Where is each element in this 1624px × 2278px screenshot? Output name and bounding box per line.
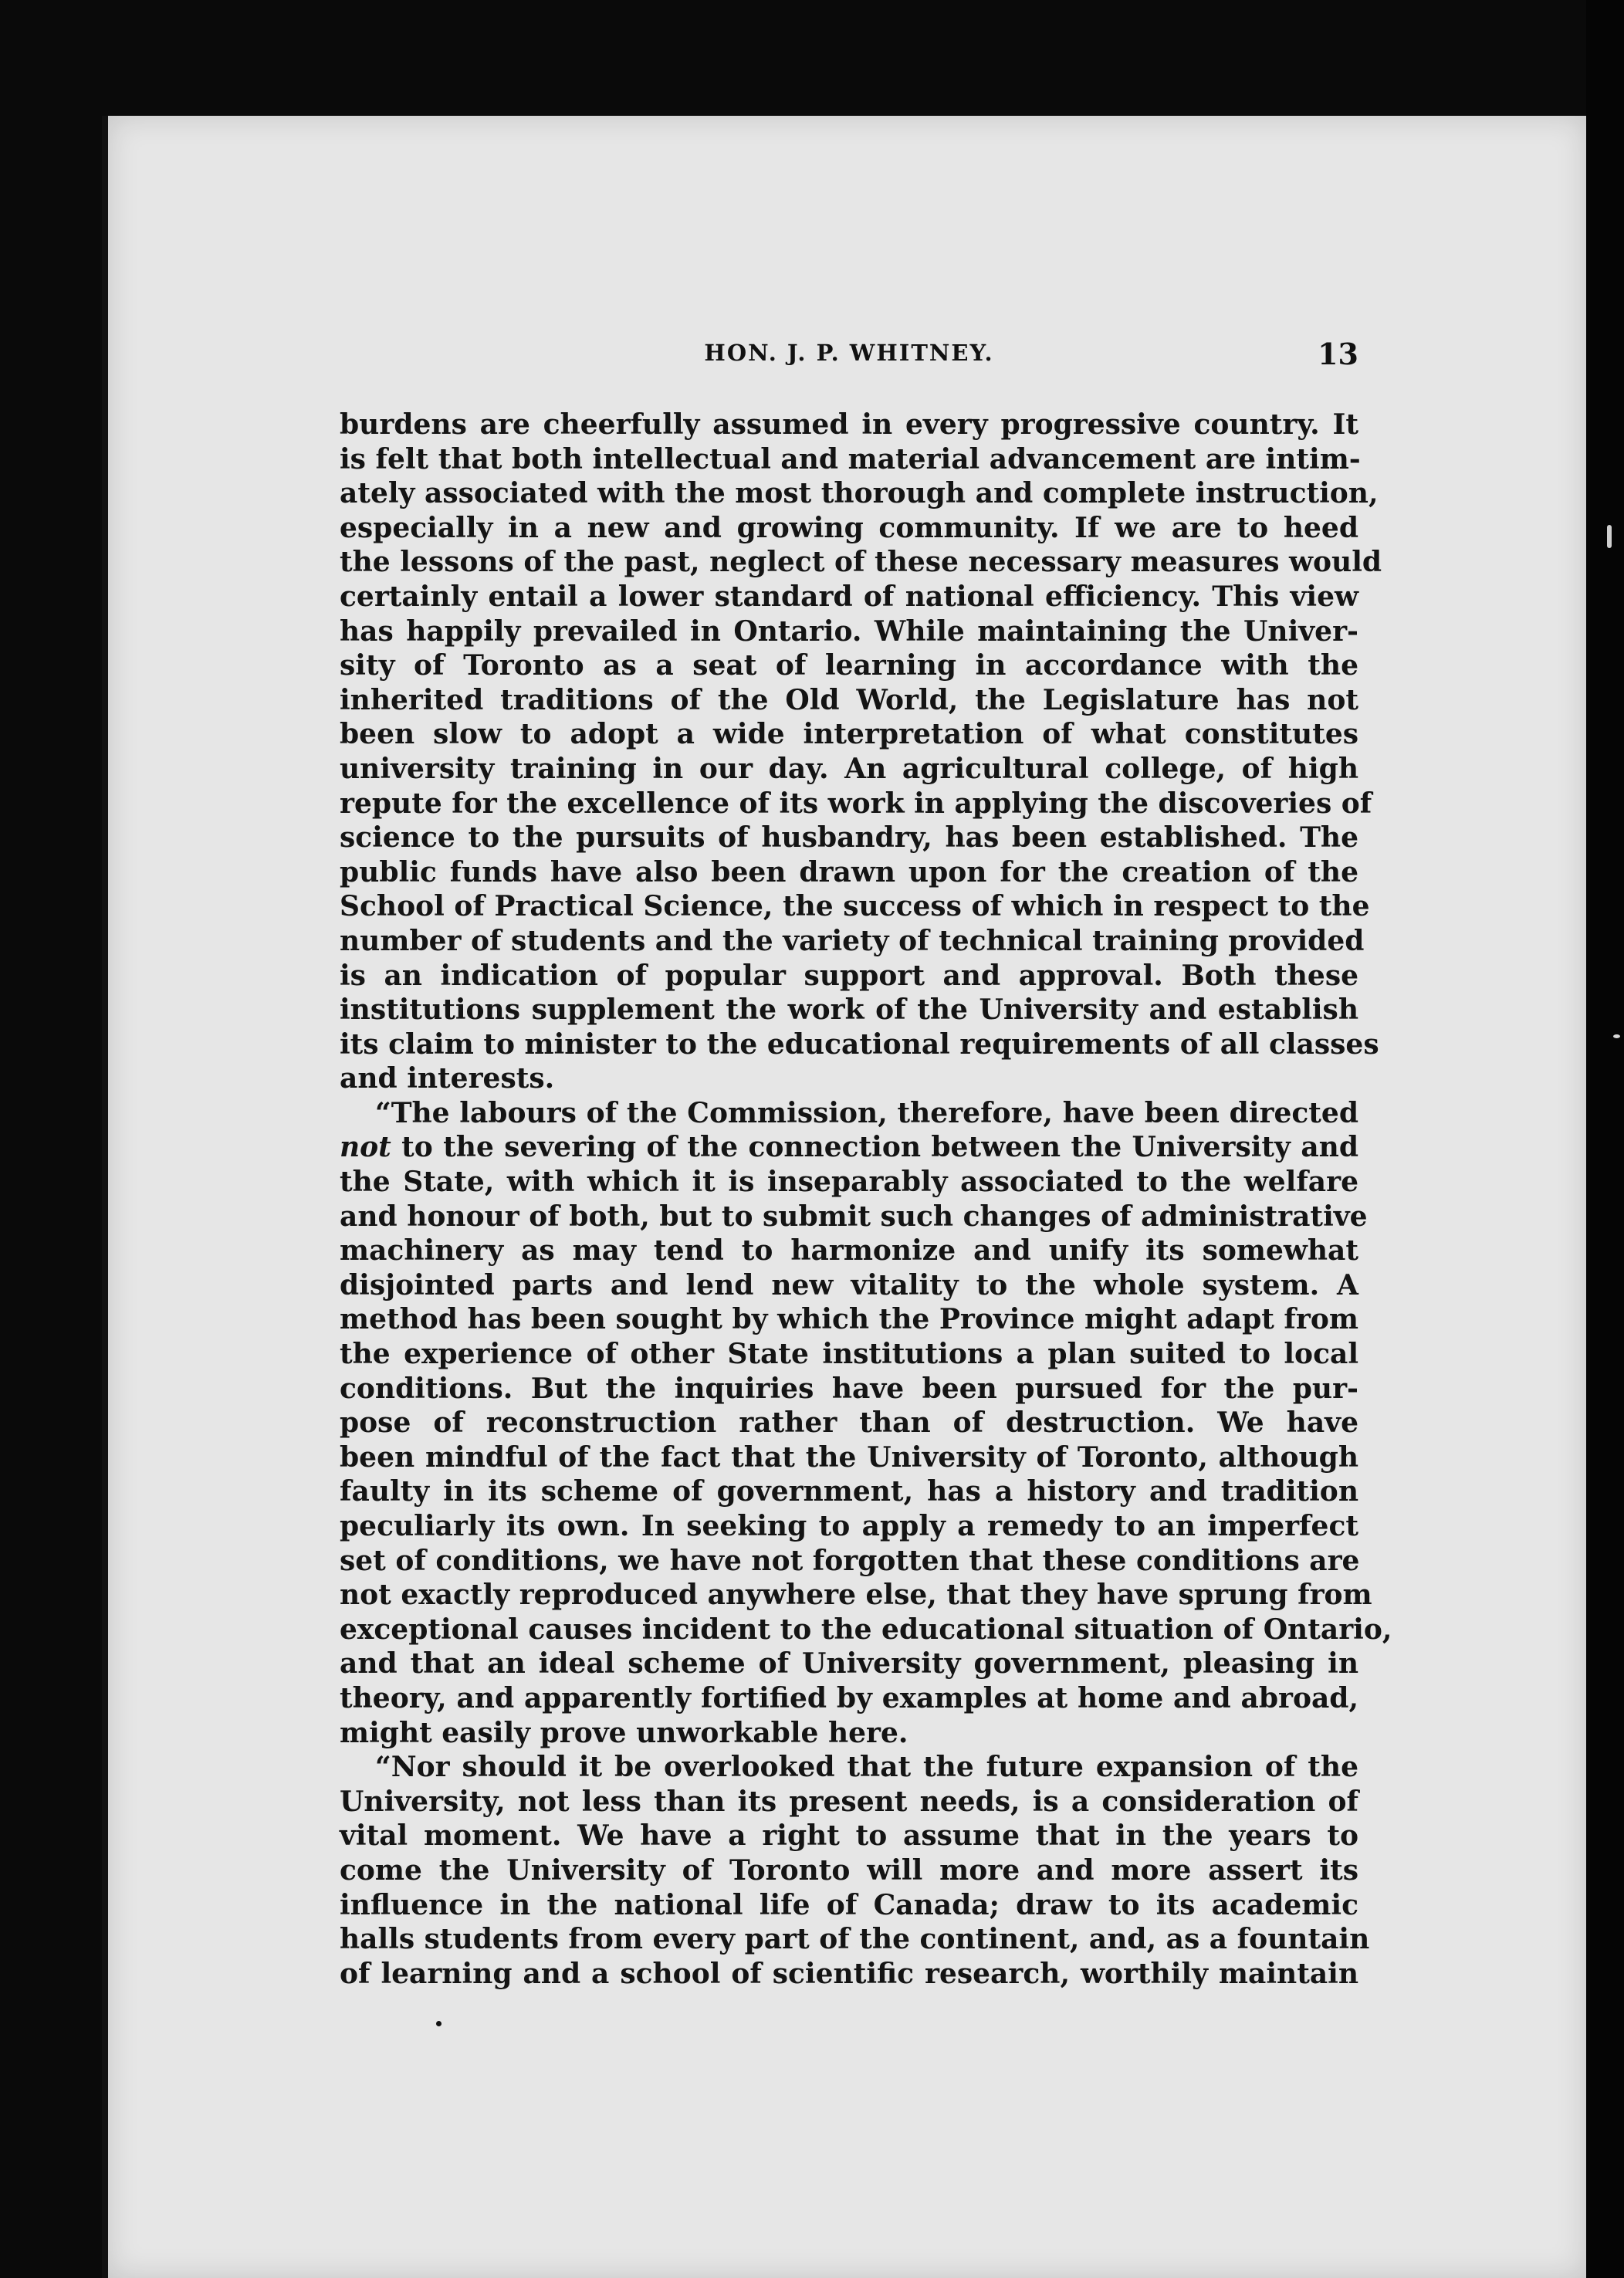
text-line: theory, and apparently fortified by examples at home and abroad, [340, 1681, 1358, 1714]
scan-speck [1607, 525, 1612, 548]
text-line: the lessons of the past, neglect of these necessary measures would [340, 546, 1382, 579]
text-line: disjointed parts and lend new vitality to the whole system. A [340, 1268, 1358, 1301]
paragraph-2 [340, 1096, 1392, 1750]
text-line: set of conditions, we have not forgotten that these conditions are [340, 1544, 1360, 1577]
text-line: vital moment. We have a right to assume that in the years to [340, 1819, 1358, 1853]
text-line: science to the pursuits of husbandry, has been established. The [340, 821, 1358, 855]
text-line: and that an ideal scheme of University government, pleasing in [340, 1647, 1358, 1681]
text-line: is felt that both intellectual and material advancement are intim- [340, 442, 1361, 476]
text-line: peculiarly its own. In seeking to apply a remedy to an imperfect [340, 1510, 1358, 1542]
text-line: might easily prove unworkable here. [340, 1716, 908, 1749]
running-head [340, 337, 1358, 378]
text-line: and interests. [340, 1062, 555, 1095]
text-line: burdens are cheerfully assumed in every progressive country. It [340, 408, 1358, 441]
text-line: been mindful of the fact that the University of Toronto, although [340, 1440, 1358, 1474]
text-line: university training in our day. An agricultural college, of high [340, 752, 1358, 785]
scan-speck [436, 2021, 442, 2026]
page-number: 13 [1318, 337, 1358, 371]
text-line: halls students from every part of the continent, and, as a fountain [340, 1923, 1370, 1956]
paragraph-3 [340, 1750, 1370, 1991]
text-line: institutions supplement the work of the University and establish [340, 993, 1358, 1027]
text-line: influence in the national life of Canada; draw to its academic [340, 1888, 1358, 1921]
text-line: is an indication of popular support and approval. Both these [340, 959, 1358, 992]
text-line: certainly entail a lower standard of national efficiency. This view [340, 580, 1358, 613]
text-line: has happily prevailed in Ontario. While maintaining the Univer- [340, 614, 1358, 648]
text-line: the State, with which it is inseparably associated to the welfare [340, 1166, 1358, 1199]
text-line: ately associated with the most thorough and complete instruction, [340, 477, 1379, 510]
text-line: not exactly reproduced anywhere else, that they have sprung from [340, 1579, 1372, 1612]
text-line: especially in a new and growing community. If we are to heed [340, 511, 1358, 544]
text-line: conditions. But the inquiries have been pursued for the pur- [340, 1372, 1358, 1405]
text-line: machinery as may tend to harmonize and unify its somewhat [340, 1234, 1358, 1268]
text-line: “The labours of the Commission, therefore, have been directed [375, 1096, 1358, 1129]
text-line: repute for the excellence of its work in applying the discoveries of [340, 787, 1372, 820]
text-line: of learning and a school of scientific research, worthily maintain [340, 1957, 1358, 1990]
text-line: method has been sought by which the Province might adapt from [340, 1303, 1358, 1336]
body-text [340, 408, 1392, 1991]
text-line: and honour of both, but to submit such changes of administrative [340, 1200, 1368, 1233]
italic-word: not [340, 1131, 391, 1164]
text-line: exceptional causes incident to the educational situation of Ontario, [340, 1613, 1392, 1646]
text-line: faulty in its scheme of government, has a history and tradition [340, 1475, 1358, 1508]
text-line: “Nor should it be overlooked that the future expansion of the [375, 1751, 1358, 1784]
paragraph-1 [340, 408, 1382, 1096]
text-line: inherited traditions of the Old World, the Legislature has not [340, 683, 1358, 716]
scan-speck [1613, 1034, 1620, 1038]
text-line: School of Practical Science, the success of which in respect to the [340, 890, 1370, 923]
text-line-rest: to the severing of the connection between the University and [391, 1131, 1358, 1164]
text-line-with-italic [340, 1130, 1358, 1165]
text-line: University, not less than its present needs, is a consideration of [340, 1785, 1358, 1818]
text-line: the experience of other State institutions a plan suited to local [340, 1338, 1358, 1371]
text-line: its claim to minister to the educational requirements of all classes [340, 1027, 1379, 1061]
text-line: come the University of Toronto will more and more assert its [340, 1853, 1358, 1887]
text-line: sity of Toronto as a seat of learning in accordance with the [340, 649, 1358, 682]
text-line: number of students and the variety of technical training provided [340, 924, 1365, 957]
text-line: been slow to adopt a wide interpretation of what constitutes [340, 718, 1358, 751]
text-line: pose of reconstruction rather than of destruction. We have [340, 1406, 1358, 1440]
running-head-title: HON. J. P. WHITNEY. [704, 340, 994, 366]
text-line: public funds have also been drawn upon for the creation of the [340, 855, 1358, 889]
scan-edge [1586, 0, 1624, 2278]
